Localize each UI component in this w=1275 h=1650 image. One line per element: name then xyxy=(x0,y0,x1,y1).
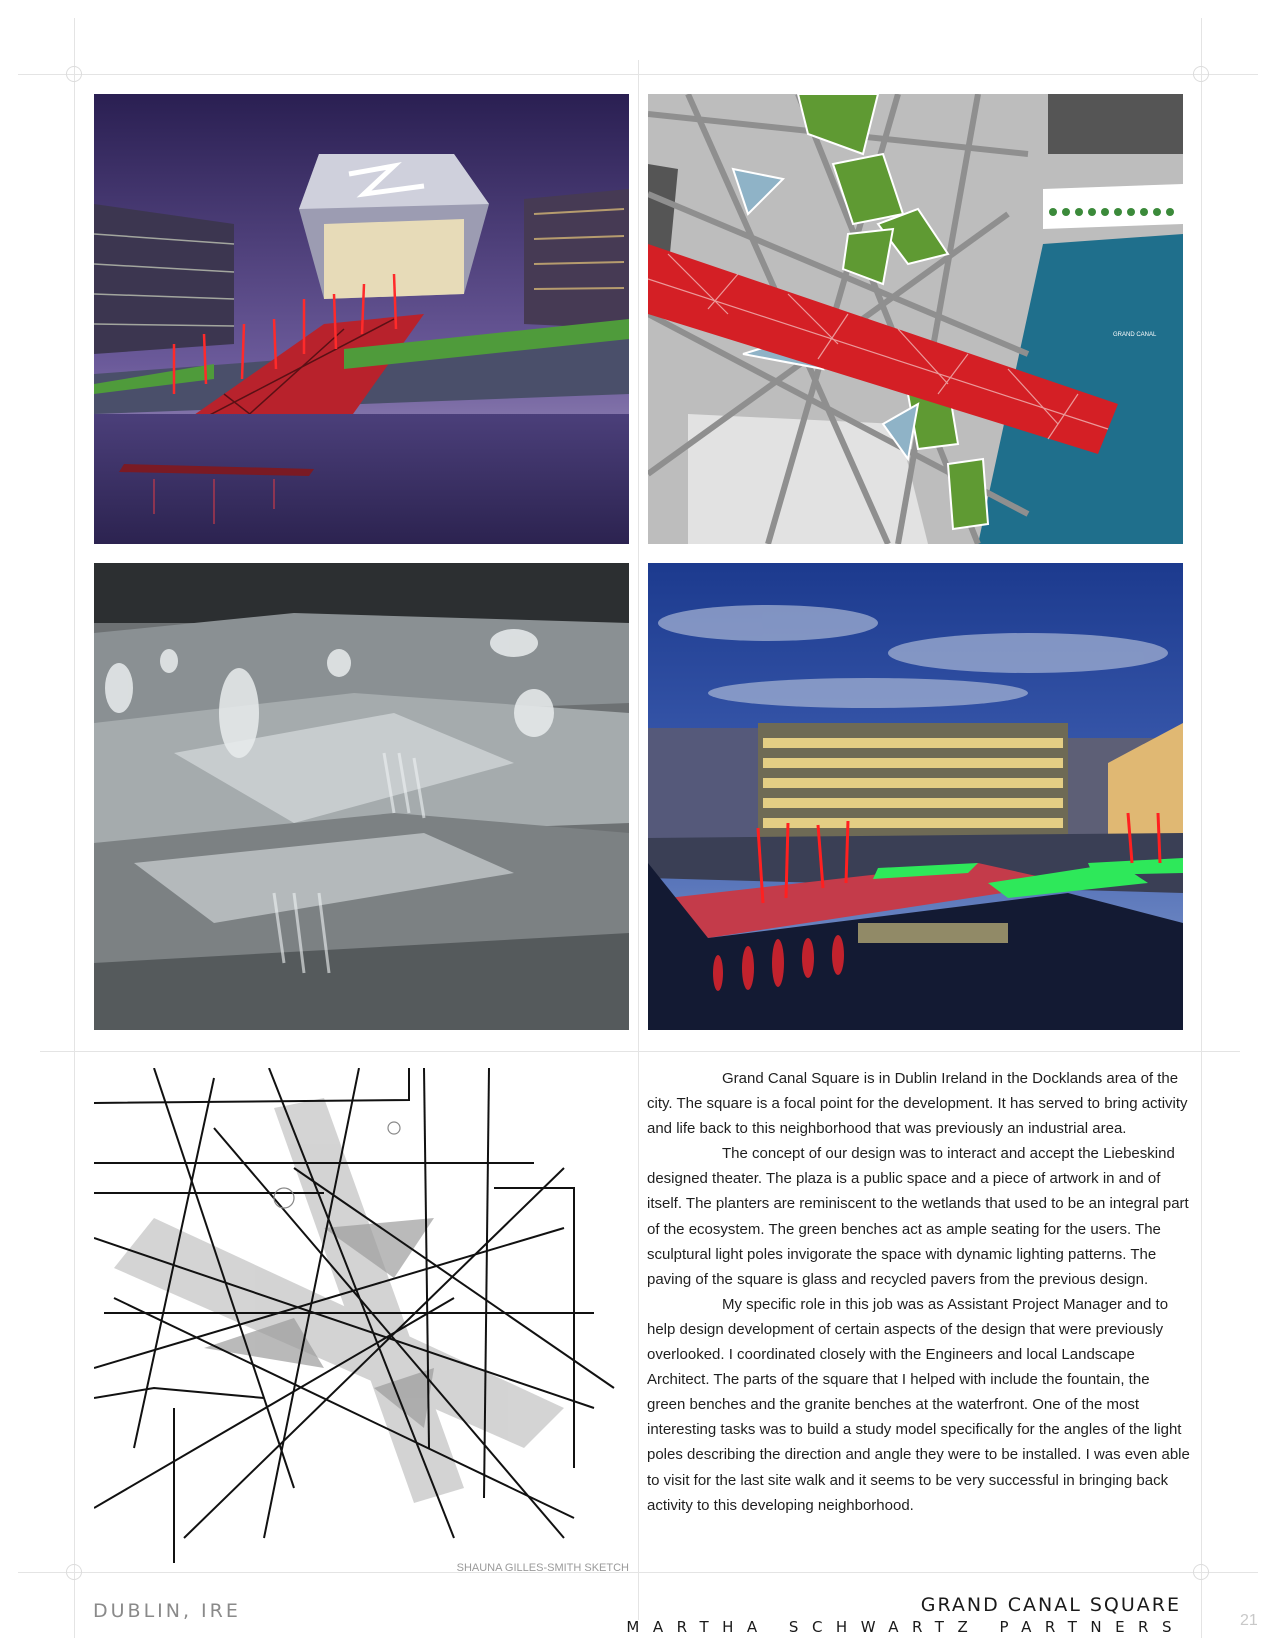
sketch-caption: SHAUNA GILLES-SMITH SKETCH xyxy=(456,1562,629,1574)
theater-night-rendering xyxy=(94,94,629,544)
footer-location: DUBLIN, IRE xyxy=(93,1600,241,1622)
paragraph: My specific role in this job was as Assistant Project Manager and to help design development of certain aspects of the design that were previously overlooked. I coordinated closely with the Engineers and local Landscape Architect. The parts of the square that I helped with include the fountain, the green benches and the granite benches at the waterfront. One of the most interesting tasks was to build a study model specifically for the angles of the light poles describing the direction and angle they were to be installed. I was even able to visit for the last site walk and it seems to be very successful in bringing back activity to this developing neighborhood. xyxy=(647,1295,1190,1514)
guide-line xyxy=(638,60,639,1620)
footer-project-title: GRAND CANAL SQUARE xyxy=(920,1594,1181,1616)
site-plan xyxy=(648,94,1183,544)
guide-line xyxy=(40,1051,1240,1052)
paragraph: Grand Canal Square is in Dublin Ireland in the Docklands area of the city. The square is a focal point for the development. It has served to bring activity and life back to this neighborhood that was previously an industrial area. xyxy=(647,1070,1188,1138)
page-number: 21 xyxy=(1240,1612,1258,1629)
paragraph: The concept of our design was to interact and accept the Liebeskind designed theater. The plaza is a public space and a piece of artwork in and of itself. The planters are reminiscent to the wetlands that used to be an integral part of the ecosystem. The green benches act as ample seating for the users. The sculptural light poles invigorate the space with dynamic lighting patterns. The paving of the square is glass and recycled pavers from the previous design. xyxy=(647,1145,1189,1288)
square-night-photo xyxy=(648,563,1183,1030)
concept-sketch xyxy=(94,1068,629,1563)
guide-line xyxy=(18,74,1258,75)
plan-label-grand-canal: GRAND CANAL xyxy=(1113,332,1157,338)
project-description xyxy=(647,1066,1192,1518)
registration-mark xyxy=(66,66,82,82)
guide-line xyxy=(18,1572,1258,1573)
footer-firm-name: MARTHA SCHWARTZ PARTNERS xyxy=(626,1618,1185,1636)
registration-mark xyxy=(66,1564,82,1580)
registration-mark xyxy=(1193,1564,1209,1580)
fountain-photo xyxy=(94,563,629,1030)
guide-line xyxy=(1201,18,1202,1638)
registration-mark xyxy=(1193,66,1209,82)
guide-line xyxy=(74,18,75,1638)
